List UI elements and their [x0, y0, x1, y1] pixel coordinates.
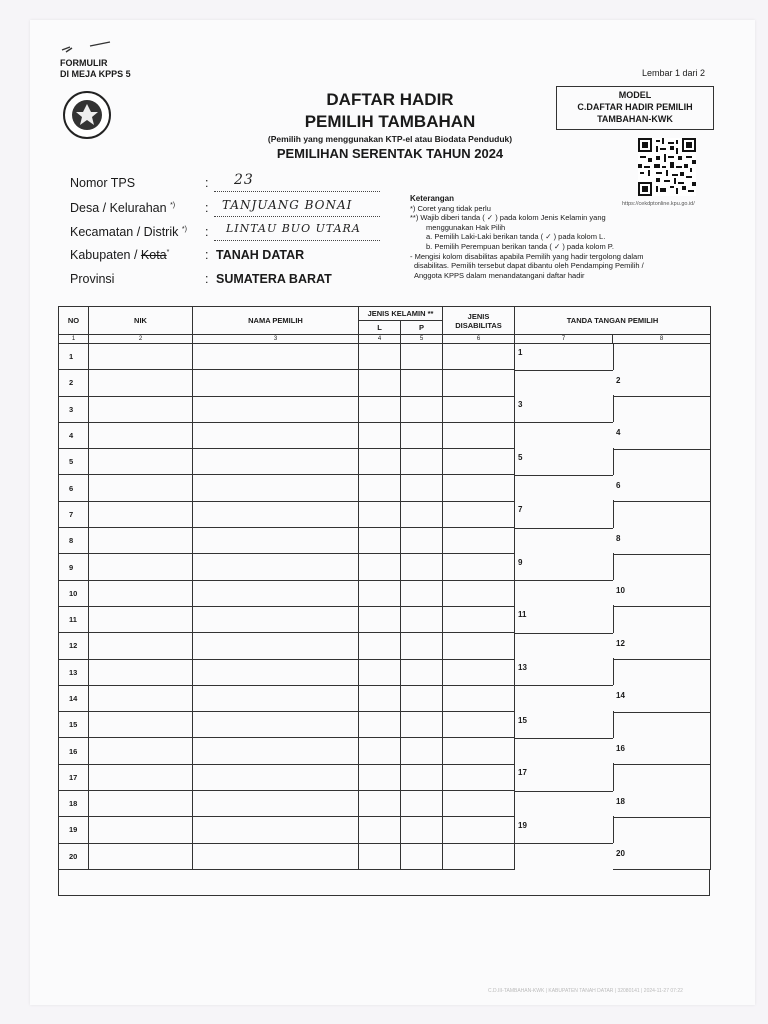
signature-number: 11 — [518, 610, 527, 620]
l-cell[interactable] — [359, 422, 401, 448]
table-row — [59, 791, 711, 817]
l-cell[interactable] — [359, 475, 401, 501]
signature-number: 19 — [518, 820, 527, 830]
signature-number: 5 — [518, 452, 523, 462]
p-cell[interactable] — [401, 370, 443, 396]
p-cell[interactable] — [401, 449, 443, 475]
l-cell[interactable] — [359, 370, 401, 396]
nik-cell[interactable] — [89, 659, 193, 685]
disabilitas-cell[interactable] — [443, 422, 515, 448]
row-number: 7 — [59, 501, 89, 527]
signature-cell[interactable] — [515, 791, 711, 817]
signature-cell[interactable] — [515, 712, 711, 738]
p-cell[interactable] — [401, 817, 443, 843]
table-row — [59, 475, 711, 501]
l-cell[interactable] — [359, 791, 401, 817]
nik-cell[interactable] — [89, 791, 193, 817]
p-cell[interactable] — [401, 475, 443, 501]
model-box: MODEL C.DAFTAR HADIR PEMILIH TAMBAHAN-KWK — [556, 86, 714, 130]
table-row — [59, 370, 711, 396]
table-row — [59, 659, 711, 685]
label-provinsi: Provinsi — [70, 272, 115, 286]
signature-number: 15 — [518, 715, 527, 725]
value-desa: TANJUANG BONAI — [222, 198, 353, 212]
table-row — [59, 554, 711, 580]
title-daftar-hadir: DAFTAR HADIR — [326, 90, 454, 109]
nik-cell[interactable] — [89, 475, 193, 501]
kpu-logo-icon — [62, 90, 112, 140]
nama-cell[interactable] — [193, 449, 359, 475]
nik-cell[interactable] — [89, 764, 193, 790]
p-cell[interactable] — [401, 606, 443, 632]
signature-cell[interactable] — [515, 422, 711, 448]
row-number: 10 — [59, 580, 89, 606]
signature-number: 6 — [616, 480, 621, 490]
nama-cell[interactable] — [193, 606, 359, 632]
nik-cell[interactable] — [89, 370, 193, 396]
nama-cell[interactable] — [193, 738, 359, 764]
p-cell[interactable] — [401, 633, 443, 659]
nik-cell[interactable] — [89, 633, 193, 659]
p-cell[interactable] — [401, 791, 443, 817]
disabilitas-cell[interactable] — [443, 449, 515, 475]
row-number: 6 — [59, 475, 89, 501]
disabilitas-cell[interactable] — [443, 606, 515, 632]
signature-cell[interactable] — [515, 606, 711, 632]
col-p: P — [401, 321, 443, 335]
table-row — [59, 606, 711, 632]
table-row — [59, 712, 711, 738]
l-cell[interactable] — [359, 501, 401, 527]
p-cell[interactable] — [401, 528, 443, 554]
value-provinsi: SUMATERA BARAT — [216, 272, 332, 286]
signature-cell[interactable] — [515, 528, 711, 554]
l-cell[interactable] — [359, 738, 401, 764]
signature-cell[interactable] — [515, 501, 711, 527]
row-number: 14 — [59, 685, 89, 711]
signature-number: 2 — [616, 375, 621, 385]
title-pemilih-tambahan: PEMILIH TAMBAHAN — [304, 112, 476, 131]
nama-cell[interactable] — [193, 659, 359, 685]
row-number: 18 — [59, 791, 89, 817]
nik-cell[interactable] — [89, 344, 193, 370]
l-cell[interactable] — [359, 712, 401, 738]
l-cell[interactable] — [359, 685, 401, 711]
nik-cell[interactable] — [89, 449, 193, 475]
nama-cell[interactable] — [193, 370, 359, 396]
disabilitas-cell[interactable] — [443, 659, 515, 685]
signature-number: 9 — [518, 557, 523, 567]
p-cell[interactable] — [401, 738, 443, 764]
label-kabupaten: Kabupaten / Kota* — [70, 248, 170, 262]
signature-cell[interactable] — [515, 633, 711, 659]
column-index-cell: 6 — [443, 335, 515, 344]
signature-divider — [613, 395, 614, 422]
row-number: 4 — [59, 422, 89, 448]
column-index-cell: 2 — [89, 335, 193, 344]
nik-cell[interactable] — [89, 685, 193, 711]
col-disabilitas: JENIS DISABILITAS — [443, 307, 515, 335]
signature-divider — [515, 343, 711, 344]
signature-divider — [613, 500, 614, 527]
p-cell[interactable] — [401, 501, 443, 527]
signature-divider — [613, 763, 614, 790]
l-cell[interactable] — [359, 580, 401, 606]
colon: : — [205, 201, 209, 215]
p-cell[interactable] — [401, 422, 443, 448]
signature-number: 7 — [518, 505, 523, 515]
signature-cell[interactable] — [515, 580, 711, 606]
row-number: 20 — [59, 843, 89, 869]
table-row — [59, 501, 711, 527]
p-cell[interactable] — [401, 554, 443, 580]
table-row — [59, 817, 711, 843]
l-cell[interactable] — [359, 817, 401, 843]
row-number: 16 — [59, 738, 89, 764]
row-number: 17 — [59, 764, 89, 790]
disabilitas-cell[interactable] — [443, 344, 515, 370]
signature-divider — [613, 816, 614, 843]
table-row — [59, 580, 711, 606]
signature-cell[interactable] — [515, 370, 711, 396]
row-number: 13 — [59, 659, 89, 685]
colon: : — [205, 248, 209, 262]
p-cell[interactable] — [401, 344, 443, 370]
signature-cell[interactable] — [515, 817, 711, 843]
table-row — [59, 633, 711, 659]
l-cell[interactable] — [359, 843, 401, 869]
row-number: 2 — [59, 370, 89, 396]
attendance-table — [58, 306, 711, 896]
l-cell[interactable] — [359, 449, 401, 475]
disabilitas-cell[interactable] — [443, 791, 515, 817]
nama-cell[interactable] — [193, 843, 359, 869]
col-no: NO — [59, 307, 89, 335]
signature-cell[interactable] — [515, 449, 711, 475]
row-number: 15 — [59, 712, 89, 738]
p-cell[interactable] — [401, 843, 443, 869]
p-cell[interactable] — [401, 764, 443, 790]
nik-cell[interactable] — [89, 843, 193, 869]
nama-cell[interactable] — [193, 501, 359, 527]
row-number: 12 — [59, 633, 89, 659]
signature-number: 8 — [616, 533, 621, 543]
nama-cell[interactable] — [193, 580, 359, 606]
signature-number: 10 — [616, 586, 625, 596]
signature-divider — [613, 343, 614, 370]
signature-cell[interactable] — [515, 344, 711, 370]
signature-divider — [613, 711, 614, 738]
signature-number: 12 — [616, 638, 625, 648]
signature-cell[interactable] — [515, 685, 711, 711]
row-number: 19 — [59, 817, 89, 843]
p-cell[interactable] — [401, 659, 443, 685]
signature-number: 18 — [616, 796, 625, 806]
l-cell[interactable] — [359, 606, 401, 632]
colon: : — [205, 225, 209, 239]
signature-number: 13 — [518, 663, 527, 673]
col-l: L — [359, 321, 401, 335]
l-cell[interactable] — [359, 396, 401, 422]
qr-url: https://cekdptonline.kpu.go.id/ — [622, 201, 695, 207]
signature-cell[interactable] — [515, 554, 711, 580]
signature-divider — [613, 448, 614, 475]
l-cell[interactable] — [359, 633, 401, 659]
p-cell[interactable] — [401, 685, 443, 711]
sheet-counter: Lembar 1 dari 2 — [642, 68, 706, 78]
table-row — [59, 685, 711, 711]
col-nama: NAMA PEMILIH — [193, 307, 359, 335]
table-row — [59, 764, 711, 790]
signature-cell[interactable] — [515, 475, 711, 501]
table-row — [59, 738, 711, 764]
dotted-line — [214, 215, 380, 217]
signature-cell[interactable] — [515, 659, 711, 685]
l-cell[interactable] — [359, 528, 401, 554]
dotted-line — [214, 190, 380, 192]
subtitle: (Pemilih yang menggunakan KTP-el atau Biodata Penduduk) — [267, 134, 513, 144]
footer-code: C.D.III-TAMBAHAN-KWK | KABUPATEN TANAH DATAR | 32080141 | 2024-11-27 07:22 — [488, 988, 683, 994]
keterangan-notes: Keterangan *) Coret yang tidak perlu **) Wajib diberi tanda ( ✓ ) pada kolom Jenis Kelamin yang menggunakan Hak Pilih a. Pemilih Laki-Laki berikan tanda ( ✓ ) pada kolom L. b. Pemilih Perempuan berikan tanda ( ✓ ) pada kolom P. - Mengisi kolom disabilitas apabila Pemilih yang hadir tergolong dalam disabilitas. Pemilih tersebut dapat dibantu oleh Pendamping Pemilih / Anggota KPPS dalam menandatangani daftar hadir — [410, 194, 644, 280]
disabilitas-cell[interactable] — [443, 475, 515, 501]
nama-cell[interactable] — [193, 791, 359, 817]
table-row — [59, 422, 711, 448]
nik-cell[interactable] — [89, 554, 193, 580]
disabilitas-cell[interactable] — [443, 370, 515, 396]
colon: : — [205, 272, 209, 286]
disabilitas-cell[interactable] — [443, 580, 515, 606]
signature-number: 3 — [518, 400, 523, 410]
disabilitas-cell[interactable] — [443, 712, 515, 738]
nama-cell[interactable] — [193, 344, 359, 370]
nama-cell[interactable] — [193, 764, 359, 790]
l-cell[interactable] — [359, 344, 401, 370]
nama-cell[interactable] — [193, 396, 359, 422]
disabilitas-cell[interactable] — [443, 685, 515, 711]
column-index-cell: 3 — [193, 335, 359, 344]
formulir-label: FORMULIR DI MEJA KPPS 5 — [60, 58, 131, 79]
signature-cell[interactable] — [515, 738, 711, 764]
signature-cell[interactable] — [515, 764, 711, 790]
l-cell[interactable] — [359, 659, 401, 685]
disabilitas-cell[interactable] — [443, 554, 515, 580]
signature-divider — [613, 605, 614, 632]
disabilitas-cell[interactable] — [443, 501, 515, 527]
nik-cell[interactable] — [89, 817, 193, 843]
column-index-cell: 5 — [401, 335, 443, 344]
disabilitas-cell[interactable] — [443, 396, 515, 422]
disabilitas-cell[interactable] — [443, 633, 515, 659]
dotted-line — [214, 239, 380, 241]
table-row — [59, 344, 711, 370]
signature-cell[interactable] — [515, 396, 711, 422]
nama-cell[interactable] — [193, 475, 359, 501]
p-cell[interactable] — [401, 712, 443, 738]
value-kecamatan: LINTAU BUO UTARA — [226, 222, 361, 235]
signature-number: 20 — [616, 849, 625, 859]
table-row — [59, 396, 711, 422]
column-index-cell: 4 — [359, 335, 401, 344]
signature-number: 14 — [616, 691, 625, 701]
label-nomor-tps: Nomor TPS — [70, 176, 136, 190]
row-number: 3 — [59, 396, 89, 422]
column-index-cell: 1 — [59, 335, 89, 344]
column-index-cell: 8 — [613, 335, 711, 344]
table-row — [59, 528, 711, 554]
value-kabupaten: TANAH DATAR — [216, 248, 305, 262]
column-index-cell: 7 — [515, 335, 613, 344]
nama-cell[interactable] — [193, 817, 359, 843]
nama-cell[interactable] — [193, 685, 359, 711]
nik-cell[interactable] — [89, 712, 193, 738]
signature-divider — [613, 553, 614, 580]
signature-number: 4 — [616, 428, 621, 438]
p-cell[interactable] — [401, 396, 443, 422]
disabilitas-cell[interactable] — [443, 843, 515, 869]
title-pemilihan: PEMILIHAN SERENTAK TAHUN 2024 — [276, 146, 504, 161]
disabilitas-cell[interactable] — [443, 817, 515, 843]
l-cell[interactable] — [359, 554, 401, 580]
nama-cell[interactable] — [193, 554, 359, 580]
nik-cell[interactable] — [89, 396, 193, 422]
l-cell[interactable] — [359, 764, 401, 790]
nama-cell[interactable] — [193, 528, 359, 554]
signature-number: 17 — [518, 768, 527, 778]
qr-code-icon — [638, 138, 696, 196]
signature-number: 1 — [518, 348, 523, 357]
table-bottom-strip — [58, 870, 710, 896]
nik-cell[interactable] — [89, 738, 193, 764]
row-number: 5 — [59, 449, 89, 475]
label-desa: Desa / Kelurahan *) — [70, 201, 176, 215]
row-number: 1 — [59, 344, 89, 370]
colon: : — [205, 176, 209, 190]
disabilitas-cell[interactable] — [443, 528, 515, 554]
col-nik: NIK — [89, 307, 193, 335]
row-number: 11 — [59, 606, 89, 632]
col-tanda-tangan: TANDA TANGAN PEMILIH — [515, 307, 711, 335]
pen-mark-icon — [60, 40, 114, 56]
nik-cell[interactable] — [89, 501, 193, 527]
row-number: 9 — [59, 554, 89, 580]
signature-divider — [613, 658, 614, 685]
label-kecamatan: Kecamatan / Distrik *) — [70, 225, 187, 239]
disabilitas-cell[interactable] — [443, 764, 515, 790]
nik-cell[interactable] — [89, 580, 193, 606]
nik-cell[interactable] — [89, 606, 193, 632]
p-cell[interactable] — [401, 580, 443, 606]
nama-cell[interactable] — [193, 712, 359, 738]
table-row — [59, 449, 711, 475]
value-nomor-tps: 23 — [234, 172, 254, 188]
nik-cell[interactable] — [89, 528, 193, 554]
disabilitas-cell[interactable] — [443, 738, 515, 764]
nama-cell[interactable] — [193, 633, 359, 659]
col-jenis-kelamin: JENIS KELAMIN ** — [359, 307, 443, 321]
signature-number: 16 — [616, 743, 625, 753]
row-number: 8 — [59, 528, 89, 554]
nik-cell[interactable] — [89, 422, 193, 448]
table-row — [59, 843, 711, 869]
nama-cell[interactable] — [193, 422, 359, 448]
signature-cell[interactable] — [515, 843, 711, 869]
